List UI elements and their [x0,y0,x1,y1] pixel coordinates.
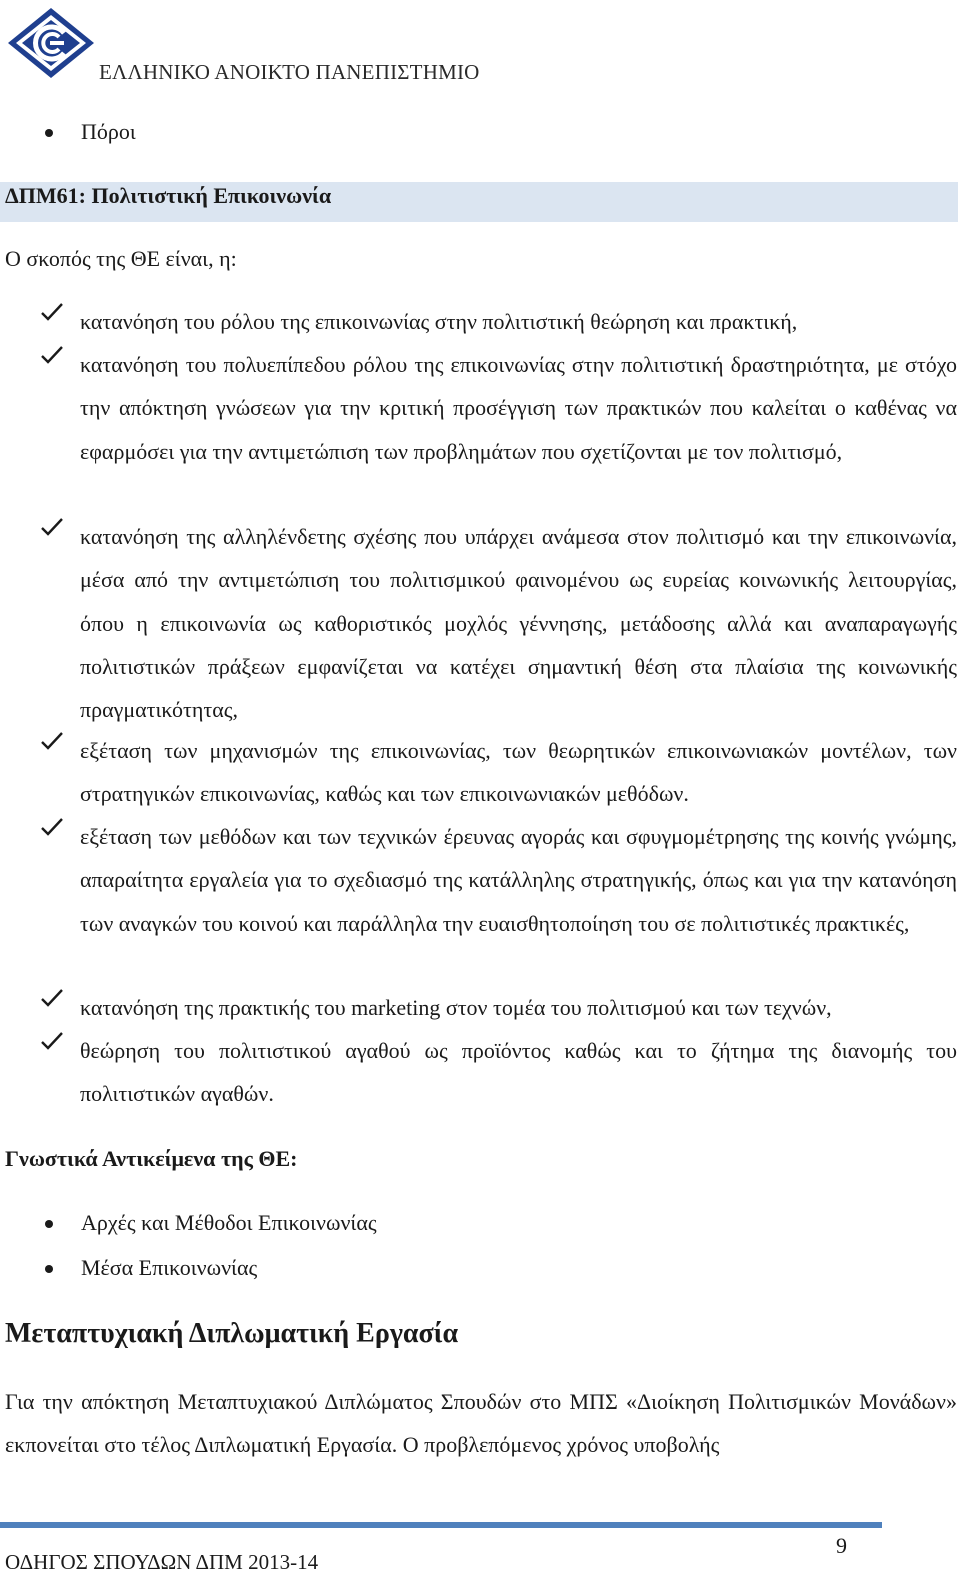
section-intro: Ο σκοπός της ΘΕ είναι, η: [5,246,237,271]
checkmark-icon [40,300,64,324]
checkmark-icon [40,515,64,539]
objective-item [40,729,957,816]
objective-text: κατανόηση της αλληλένδετης σχέσης που υπάρχει ανάμεσα στον πολιτισμό και την επικοινωνία, μέσα από την αντιμετώπιση του πολιτισμικού φαινομένου ως ευρείας κοινωνικής λειτουργίας, όπου η επικοινωνία ως καθοριστικός μοχλός γέννησης, μετάδοσης αλλά και αναπαραγωγής πολιτιστικών πράξεων εμφανίζεται να κατέχει σημαντική θέση στα πλαίσια της κοινωνικής πραγματικότητας, [80,524,957,723]
list-item-text: Αρχές και Μέθοδοι Επικοινωνίας [81,1210,377,1235]
checkmark-icon [40,729,64,753]
objective-item [40,300,957,343]
objective-text: θεώρηση του πολιτιστικού αγαθού ως προϊόντος καθώς και το ζήτημα της διανομής του πολιτιστικών αγαθών. [80,1038,957,1107]
bullet-icon [45,1220,53,1228]
university-logo-icon [6,6,96,80]
section-title: ΔΠΜ61: Πολιτιστική Επικοινωνία [5,183,332,208]
checkmark-icon [40,986,64,1010]
objective-text: κατανόηση της πρακτικής του marketing στον τομέα του πολιτισμού και των τεχνών, [80,995,832,1020]
thesis-paragraph: Για την απόκτηση Μεταπτυχιακού Διπλώματος Σπουδών στο ΜΠΣ «Διοίκηση Πολιτισμικών Μονάδων» εκπονείται στο τέλος Διπλωματική Εργασία. Ο προβλεπόμενος χρόνος υποβολής [5,1389,957,1458]
list-item-text: Μέσα Επικοινωνίας [81,1255,258,1280]
objective-item [40,515,957,731]
objective-item [40,815,957,945]
knowledge-heading: Γνωστικά Αντικείμενα της ΘΕ: [5,1146,298,1171]
objective-item [40,1029,957,1116]
checkmark-icon [40,815,64,839]
bullet-icon [45,1265,53,1273]
objective-text: εξέταση των μηχανισμών της επικοινωνίας, των θεωρητικών επικοινωνιακών μοντέλων, των στρατηγικών επικοινωνίας, καθώς και των επικοινωνιακών μεθόδων. [80,738,957,807]
footer-rule [0,1522,882,1528]
university-name: ΕΛΛΗΝΙΚΟ ΑΝΟΙΚΤΟ ΠΑΝΕΠΙΣΤΗΜΙΟ [99,60,480,84]
checkmark-icon [40,343,64,367]
objective-item [40,343,957,473]
objective-item [40,986,957,1029]
objective-text: κατανόηση του πολυεπίπεδου ρόλου της επικοινωνίας στην πολιτιστική δραστηριότητα, με στόχο την απόκτηση γνώσεων για την κριτική προσέγγιση των πρακτικών που καλείται ο καθένας να εφαρμόσει για την αντιμετώπιση των προβλημάτων που σχετίζονται με τον πολιτισμό, [80,352,957,464]
thesis-heading: Μεταπτυχιακή Διπλωματική Εργασία [5,1318,459,1349]
objective-text: εξέταση των μεθόδων και των τεχνικών έρευνας αγοράς και σφυγμομέτρησης της κοινής γνώμης, απαραίτητα εργαλεία για το σχεδιασμό της κατάλληλης στρατηγικής, όπως και για την κατανόηση των αναγκών του κοινού και παράλληλα την ευαισθητοποίηση του σε πολιτιστικές πρακτικές, [80,824,957,936]
page-number: 9 [836,1533,847,1558]
checkmark-icon [40,1029,64,1053]
objective-text: κατανόηση του ρόλου της επικοινωνίας στην πολιτιστική θεώρηση και πρακτική, [80,309,798,334]
bullet-icon [45,129,53,137]
list-item-text: Πόροι [81,119,136,144]
footer-title: ΟΔΗΓΟΣ ΣΠΟΥΔΩΝ ΔΠΜ 2013-14 [5,1550,319,1574]
